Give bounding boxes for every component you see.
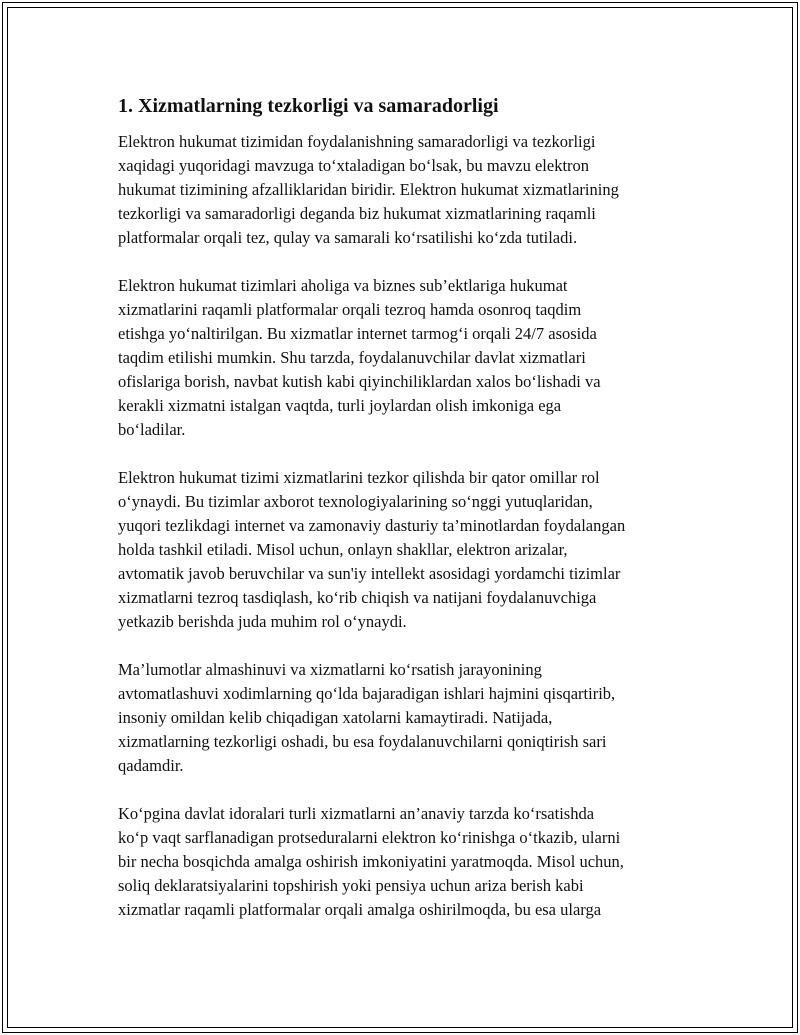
paragraph-3 <box>118 466 688 634</box>
text-line: xizmatlar raqamli platformalar orqali amalga oshirilmoqda, bu esa ularga <box>118 900 602 919</box>
paragraph-2 <box>118 274 688 442</box>
text-line: xizmatlarini raqamli platformalar orqali tezroq hamda osonroq taqdim <box>118 300 582 319</box>
text-line: hukumat tizimining afzalliklaridan biridir. Elektron hukumat xizmatlarining <box>118 180 619 199</box>
text-line: soliq deklaratsiyalarini topshirish yoki pensiya uchun ariza berish kabi <box>118 876 584 895</box>
text-line: Elektron hukumat tizimlari aholiga va biznes sub’ektlariga hukumat <box>118 276 568 295</box>
paragraph-1 <box>118 130 688 250</box>
text-line: kerakli xizmatni istalgan vaqtda, turli joylardan olish imkoniga ega <box>118 396 562 415</box>
document-body <box>118 93 688 946</box>
section-heading: 1. Xizmatlarning tezkorligi va samaradorligi <box>118 95 499 117</box>
text-line: qadamdir. <box>118 756 184 775</box>
text-line: Ma’lumotlar almashinuvi va xizmatlarni ko‘rsatish jarayonining <box>118 660 542 679</box>
text-line: xizmatlarning tezkorligi oshadi, bu esa foydalanuvchilarni qoniqtirish sari <box>118 732 607 751</box>
text-line: Elektron hukumat tizimi xizmatlarini tezkor qilishda bir qator omillar rol <box>118 468 600 487</box>
text-line: tezkorligi va samaradorligi deganda biz hukumat xizmatlarining raqamli <box>118 204 596 223</box>
text-line: yuqori tezlikdagi internet va zamonaviy dasturiy ta’minotlardan foydalangan <box>118 516 626 535</box>
text-line: ko‘p vaqt sarflanadigan protseduralarni elektron ko‘rinishga o‘tkazib, ularni <box>118 828 621 847</box>
text-line: holda tashkil etiladi. Misol uchun, onlayn shakllar, elektron arizalar, <box>118 540 568 559</box>
text-line: insoniy omildan kelib chiqadigan xatolarni kamaytiradi. Natijada, <box>118 708 553 727</box>
text-line: xaqidagi yuqoridagi mavzuga to‘xtaladigan bo‘lsak, bu mavzu elektron <box>118 156 590 175</box>
text-line: avtomatlashuvi xodimlarning qo‘lda bajaradigan ishlari hajmini qisqartirib, <box>118 684 616 703</box>
text-line: bo‘ladilar. <box>118 420 186 439</box>
text-line: yetkazib berishda juda muhim rol o‘ynaydi. <box>118 612 407 631</box>
text-line: taqdim etilishi mumkin. Shu tarzda, foydalanuvchilar davlat xizmatlari <box>118 348 586 367</box>
paragraph-4 <box>118 658 688 778</box>
text-line: avtomatik javob beruvchilar va sun'iy intellekt asosidagi yordamchi tizimlar <box>118 564 621 583</box>
text-line: ofislariga borish, navbat kutish kabi qiyinchiliklardan xalos bo‘lishadi va <box>118 372 601 391</box>
text-line: bir necha bosqichda amalga oshirish imkoniyatini yaratmoqda. Misol uchun, <box>118 852 624 871</box>
text-line: Elektron hukumat tizimidan foydalanishning samaradorligi va tezkorligi <box>118 132 596 151</box>
text-line: etishga yo‘naltirilgan. Bu xizmatlar internet tarmog‘i orqali 24/7 asosida <box>118 324 597 343</box>
text-line: xizmatlarni tezroq tasdiqlash, ko‘rib chiqish va natijani foydalanuvchiga <box>118 588 597 607</box>
text-line: Ko‘pgina davlat idoralari turli xizmatlarni an’anaviy tarzda ko‘rsatishda <box>118 804 595 823</box>
text-line: platformalar orqali tez, qulay va samarali ko‘rsatilishi ko‘zda tutiladi. <box>118 228 578 247</box>
text-line: o‘ynaydi. Bu tizimlar axborot texnologiyalarining so‘nggi yutuqlaridan, <box>118 492 593 511</box>
paragraph-5 <box>118 802 688 922</box>
